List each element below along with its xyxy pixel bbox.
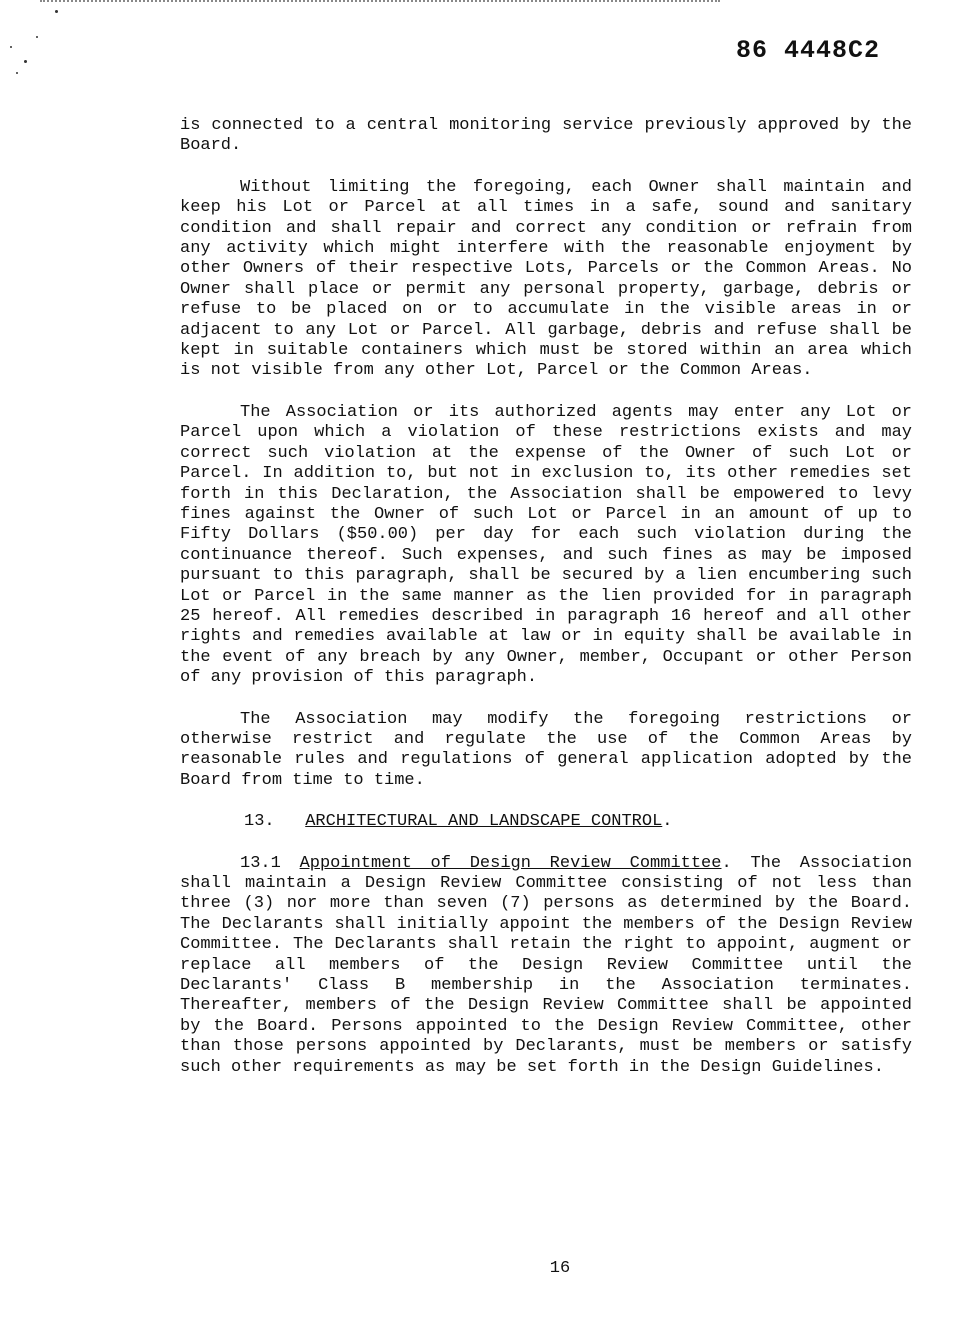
- body-text: [180, 116, 912, 1099]
- paragraph-modification: The Association may modify the foregoing restrictions or otherwise restrict and regulate the use of the Common Areas by reasonable rules and regulations of general application adopted by the Board from time to time.: [180, 709, 912, 790]
- scan-speck: [36, 36, 38, 38]
- paragraph-continuation: is connected to a central monitoring service previously approved by the Board.: [180, 116, 912, 156]
- subsection-paragraph: 13.1 Appointment of Design Review Committee. The Association shall maintain a Design Review Committee consisting of not less than three (3) nor more than seven (7) persons as determined by the Board. The Declarants shall initially appoint the members of the Design Review Committee. The Declarants shall retain the right to appoint, augment or replace all members of the Design Review Committee until the Declarants' Class B membership in the Association terminates. Thereafter, members of the Design Review Committee shall be appointed by the Board. Persons appointed to the Design Review Committee, other than those persons appointed by Declarants, must be members or satisfy such other requirements as may be set forth in the Design Guidelines.: [180, 853, 913, 1077]
- paragraph-enforcement: The Association or its authorized agents may enter any Lot or Parcel upon which a violation of these restrictions exists and may correct such violation at the expense of the Owner of such Lot or Parcel. In addition to, but not in exclusion to, its other remedies set forth in this Declaration, the Association shall be empowered to levy fines against the Owner of such Lot or Parcel in an amount of up to Fifty Dollars ($50.00) per day for each such violation during the continuance thereof. Such expenses, and such fines as may be imposed pursuant to this paragraph, shall be secured by a lien encumbering such Lot or Parcel in the same manner as the lien provided for in paragraph 25 hereof. All remedies described in paragraph 16 hereof and all other rights and remedies available at law or in equity shall be available in the event of any breach by any Owner, member, Occupant or other Person of any provision of this paragraph.: [180, 402, 912, 688]
- section-title: ARCHITECTURAL AND LANDSCAPE CONTROL: [305, 812, 663, 832]
- document-number: 86 4448C2: [736, 36, 881, 65]
- scan-speck: [55, 10, 58, 13]
- scan-speck: [10, 46, 12, 48]
- scan-artifact-top: [40, 0, 720, 6]
- subsection-title: Appointment of Design Review Committee: [299, 853, 722, 873]
- page-number: 16: [549, 1259, 571, 1278]
- subsection-body: The Association shall maintain a Design Review Committee consisting of not less than three (3) nor more than seven (7) persons as determined by the Board. The Declarants shall initially appoint the members of the Design Review Committee. The Declarants shall retain the right to appoint, augment or replace all members of the Design Review Committee until the Declarants' Class B membership in the Association terminates. Thereafter, members of the Design Review Committee shall be appointed by the Board. Persons appointed to the Design Review Committee, other than those persons appointed by Declarants, must be members or satisfy such other requirements as may be set forth in the Design Guidelines.: [180, 853, 913, 1077]
- section-number: 13.: [244, 812, 275, 832]
- scan-speck: [24, 60, 27, 63]
- scan-speck: [16, 72, 18, 74]
- subsection-number: 13.1: [240, 853, 281, 873]
- section-heading: 13. ARCHITECTURAL AND LANDSCAPE CONTROL.: [244, 812, 673, 832]
- paragraph-maintenance: Without limiting the foregoing, each Owner shall maintain and keep his Lot or Parcel at all times in a safe, sound and sanitary condition and shall repair and correct any condition or refrain from any activity which might interfere with the reasonable enjoyment by other Owners of their respective Lots, Parcels or the Common Areas. No Owner shall place or permit any personal property, garbage, debris or refuse to be placed on or to accumulate in the visible areas in or adjacent to any Lot or Parcel. All garbage, debris and refuse shall be kept in suitable containers which must be stored within an area which is not visible from any other Lot, Parcel or the Common Areas.: [180, 177, 912, 381]
